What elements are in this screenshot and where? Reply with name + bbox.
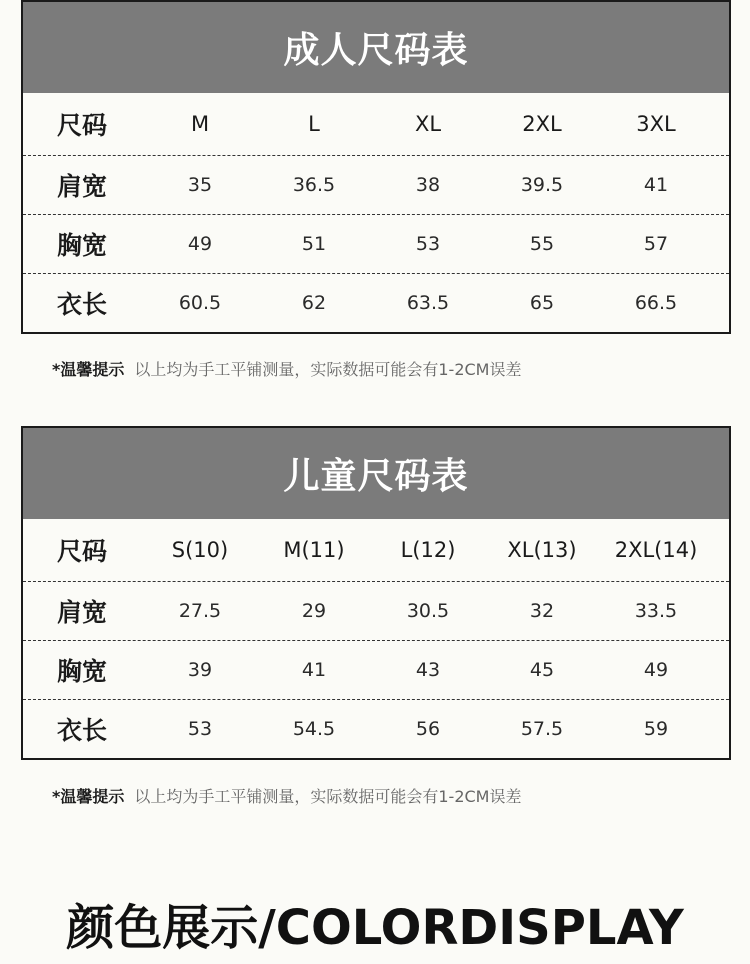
table-cell: 53 [187, 718, 213, 740]
table-row [23, 155, 729, 214]
table-cell: 45 [529, 659, 555, 681]
size-header-cell: L [308, 112, 320, 136]
size-header-cell: 2XL [522, 112, 562, 136]
table-cell: 63.5 [406, 292, 450, 314]
row-label: 胸宽 [57, 657, 108, 686]
table-cell: 54.5 [292, 718, 336, 740]
table-cell: 57.5 [520, 718, 564, 740]
adult-table-title: 成人尺码表 [23, 2, 729, 93]
note-prefix: *温馨提示 [52, 360, 125, 379]
table-cell: 27.5 [178, 600, 222, 622]
size-header-cell: XL(13) [507, 538, 577, 562]
table-cell: 51 [301, 233, 327, 255]
table-cell: 33.5 [634, 600, 678, 622]
table-row [23, 640, 729, 699]
table-row [23, 581, 729, 640]
table-cell: 36.5 [292, 174, 336, 196]
table-header-row [23, 93, 729, 155]
row-label: 衣长 [57, 716, 108, 745]
kids-measurement-note [52, 784, 522, 807]
kids-table-title: 儿童尺码表 [23, 428, 729, 519]
size-header-label: 尺码 [57, 537, 108, 566]
table-cell: 29 [301, 600, 327, 622]
table-cell: 41 [301, 659, 327, 681]
table-cell: 66.5 [634, 292, 678, 314]
adult-size-table [21, 0, 731, 334]
note-text: 以上均为手工平铺测量，实际数据可能会有1-2CM误差 [134, 787, 522, 806]
note-text: 以上均为手工平铺测量，实际数据可能会有1-2CM误差 [134, 360, 522, 379]
table-cell: 62 [301, 292, 327, 314]
size-header-cell: S(10) [171, 538, 229, 562]
table-cell: 39.5 [520, 174, 564, 196]
table-cell: 56 [415, 718, 441, 740]
table-cell: 38 [415, 174, 441, 196]
table-row [23, 273, 729, 332]
table-cell: 39 [187, 659, 213, 681]
table-cell: 57 [643, 233, 669, 255]
table-cell: 49 [643, 659, 669, 681]
table-row [23, 699, 729, 758]
row-label: 胸宽 [57, 231, 108, 260]
size-header-cell: L(12) [400, 538, 456, 562]
size-header-label: 尺码 [57, 111, 108, 140]
color-display-title: 颜色展示/COLORDISPLAY [66, 900, 684, 956]
size-header-cell: XL [414, 112, 442, 136]
table-cell: 41 [643, 174, 669, 196]
table-cell: 55 [529, 233, 555, 255]
table-cell: 59 [643, 718, 669, 740]
table-row [23, 214, 729, 273]
row-label: 肩宽 [57, 598, 108, 627]
size-header-cell: M(11) [283, 538, 345, 562]
size-header-cell: 3XL [636, 112, 676, 136]
table-cell: 60.5 [178, 292, 222, 314]
table-cell: 35 [187, 174, 213, 196]
kids-size-table [21, 426, 731, 760]
table-cell: 43 [415, 659, 441, 681]
table-cell: 49 [187, 233, 213, 255]
table-cell: 65 [529, 292, 555, 314]
table-cell: 32 [529, 600, 555, 622]
adult-measurement-note [52, 357, 522, 380]
note-prefix: *温馨提示 [52, 787, 125, 806]
table-cell: 30.5 [406, 600, 450, 622]
row-label: 衣长 [57, 290, 108, 319]
size-header-cell: 2XL(14) [614, 538, 698, 562]
table-cell: 53 [415, 233, 441, 255]
table-header-row [23, 519, 729, 581]
row-label: 肩宽 [57, 172, 108, 201]
size-header-cell: M [190, 112, 210, 136]
